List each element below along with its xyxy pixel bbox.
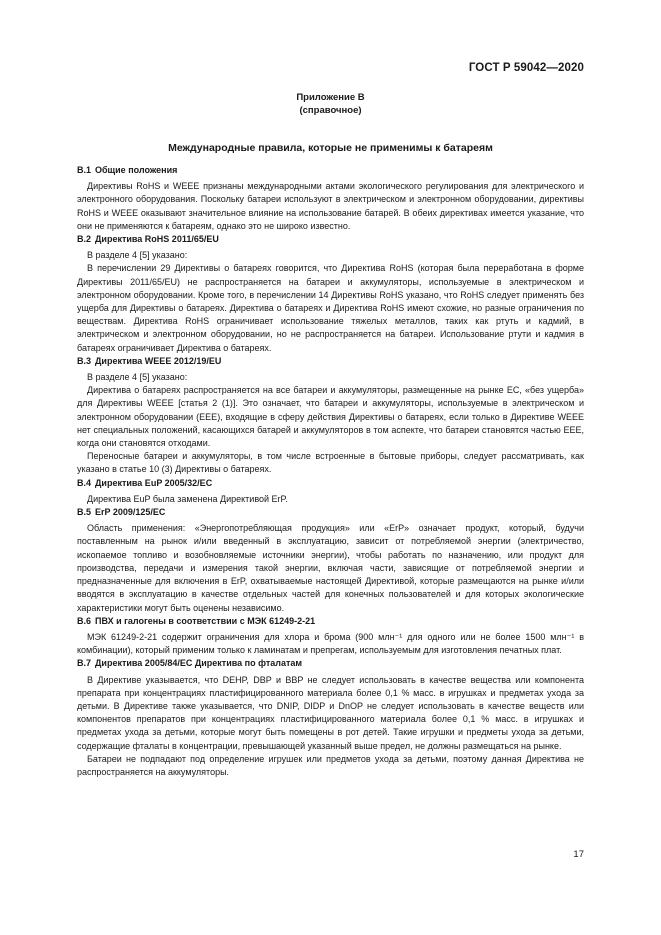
section xyxy=(77,477,584,506)
section xyxy=(77,506,584,615)
section-title: Директива WEEE 2012/19/EU xyxy=(95,355,222,366)
section-title: ПВХ и галогены в соответствии с МЭК 61249-2-21 xyxy=(95,615,316,626)
annex-title: Приложение В xyxy=(296,92,365,103)
section-number: В.1 xyxy=(77,165,92,175)
paragraph: МЭК 61249-2-21 содержит ограничения для хлора и брома (900 млн⁻¹ для одного или не более 1500 млн⁻¹ в комбинации), который применим только к ламинатам и препрегам, используемым для изготовления печатных плат. xyxy=(77,631,584,656)
paragraph: Батареи не подпадают под определение игрушек или предметов ухода за детьми, поэтому данная Директива не распространяется на аккумуляторы. xyxy=(77,753,584,777)
paragraph: Директива EuP была заменена Директивой ErP. xyxy=(87,493,288,504)
section-title: Директива 2005/84/EC Директива по фталатам xyxy=(95,658,303,669)
section-title: ErP 2009/125/EC xyxy=(95,507,166,518)
section-heading xyxy=(77,657,584,670)
paragraph: Область применения: «Энергопотребляющая продукция» или «ErP» означает продукт, который, будучи поставленным на рынок и/или введенный в эксплуатацию, зависит от потребляемой энергии (электричество, ископаемое топливо и возобновляемые источники энергии), чтобы работать по назначению, или продукт для производства, передачи и измерения такой энергии, включая части, зависящие от потребляемой энергии и предназначенные для включения в ErP, охватываемые настоящей Директивой, которые размещаются на рынке и/или вводятся в эксплуатацию в качестве отдельных частей для конечных пользователей и для которых экологические характеристики могут быть оценены независимо. xyxy=(77,523,584,613)
document-body xyxy=(77,164,584,779)
paragraph: Директива о батареях распространяется на все батареи и аккумуляторы, размещенные на рынке ЕС, «без ущерба» для Директивы WEEE [статья 2 (1)]. Это означает, что батареи и аккумуляторы, используемые в электрическом и электронном оборудовании (EEE), входящие в сферу действия Директивы о батареях, если только в Директиве WEEE нет специальных положений, касающихся батарей и аккумуляторов в том аспекте, что батареи становятся частью EEE, когда они становятся отходами. xyxy=(77,385,584,449)
section-heading xyxy=(77,615,584,628)
section-heading xyxy=(77,164,584,177)
page-number: 17 xyxy=(573,849,584,860)
section xyxy=(77,164,584,233)
section-heading xyxy=(77,506,584,519)
paragraph: В разделе 4 [5] указано: xyxy=(87,372,188,383)
paragraph: В перечислении 29 Директивы о батареях говорится, что Директива RoHS (которая была переработана в форме Директивы 2011/65/EU) не распространяется на батареи и аккумуляторы, используемые в электрическом и электронном оборудовании. Кроме того, в перечислении 14 Директивы RoHS указано, что RoHS следует применять без ущерба для Директивы о батареях. Директива о батареях и Директива RoHS имеют схожие, но разные ограничения по веществам. Директива RoHS ограничивает использование тяжелых металлов, таких как ртуть и кадмий, в электрическом и электронном оборудовании, но не распространяется на батареи. Использование ртути и кадмия в батареях ограничивает Директива о батареях. xyxy=(77,263,584,353)
section-title: Директива RoHS 2011/65/EU xyxy=(95,234,219,245)
paragraph: Директивы RoHS и WEEE признаны международными актами экологического регулирования для электрического и электронного оборудования. Поскольку батареи используют в электрическом и электронном оборудовании, директивы RoHS и WEEE оказывают значительное влияние на использование батарей. В обеих директивах имеется указание, что они не применяются к батареям, однако это не широко известно. xyxy=(77,181,584,231)
section-title: Общие положения xyxy=(95,165,178,175)
section-number: В.4 xyxy=(77,477,92,488)
paragraph: Переносные батареи и аккумуляторы, в том числе встроенные в бытовые приборы, следует рассматривать, как указано в статье 10 (3) Директивы о батареях. xyxy=(77,451,584,475)
section-heading xyxy=(77,233,584,246)
annex-subtitle: (справочное) xyxy=(299,105,362,116)
section-number: В.3 xyxy=(77,355,92,366)
section xyxy=(77,233,584,355)
section xyxy=(77,615,584,658)
main-title: Международные правила, которые не применимы к батареям xyxy=(168,142,493,154)
paragraph: В разделе 4 [5] указано: xyxy=(87,250,188,261)
section-number: В.5 xyxy=(77,507,92,518)
standard-number: ГОСТ Р 59042—2020 xyxy=(468,62,584,74)
section xyxy=(77,355,584,477)
section-number: В.6 xyxy=(77,615,92,626)
section-number: В.7 xyxy=(77,658,92,669)
section-heading xyxy=(77,355,584,368)
section-number: В.2 xyxy=(77,234,92,245)
section xyxy=(77,657,584,779)
paragraph: В Директиве указывается, что DEHP, DBP и BBP не следует использовать в качестве вещества или компонента препарата при концентрациях пластифицированного материала более 0,1 % масс. в игрушках и предметах ухода за детьми. В Директиве также указывается, что DNIP, DIDP и DnOP не следует использовать в качестве веществ или компонентов препаратов при концентрациях пластифицированного материала более 0,1 % масс. в игрушках и предметах ухода за детьми, которые могут быть помещены в рот детей. Такие игрушки и предметы ухода за детьми, содержащие фталаты в концентрации, превышающей указанный выше предел, не должны размещаться на рынке. xyxy=(77,674,584,751)
section-heading xyxy=(77,477,584,490)
section-title: Директива EuP 2005/32/EC xyxy=(95,477,213,488)
